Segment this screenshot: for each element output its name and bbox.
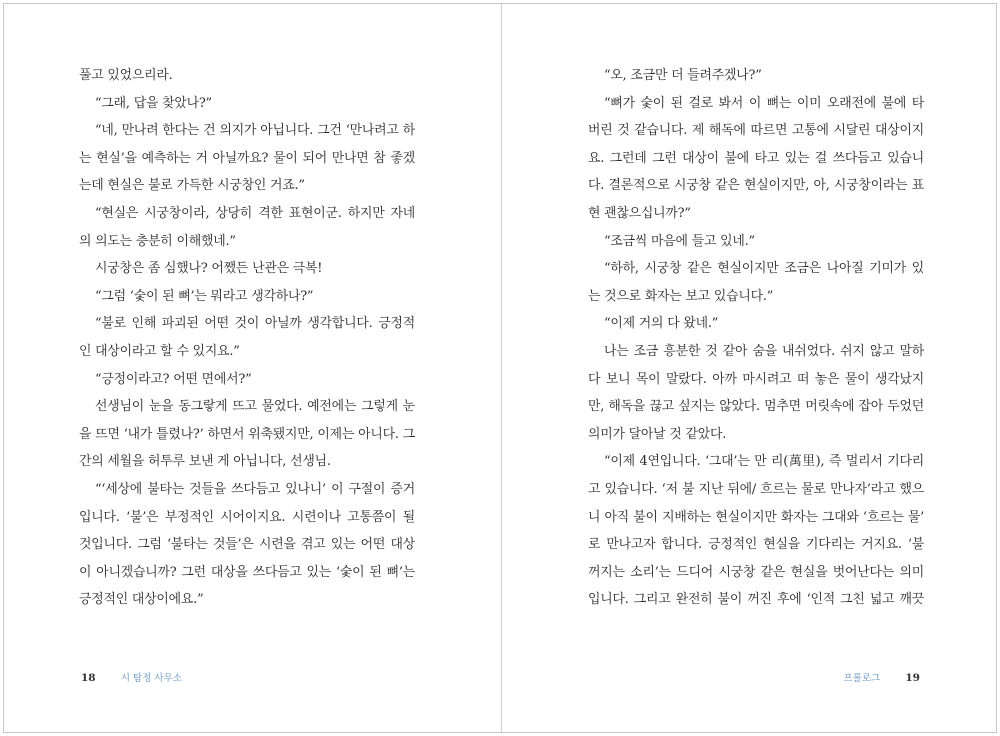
text-line: “불로 인해 파괴된 어떤 것이 아닐까 생각합니다. 긍정적 — [95, 316, 415, 332]
text-line: 는 현실’을 예측하는 거 아닐까요? 물이 되어 만나면 참 좋겠 — [79, 150, 415, 166]
text-line: “그럼 ‘숯이 된 뼈’는 뭐라고 생각하나?” — [95, 288, 314, 304]
text-line: 고 있습니다. ‘저 불 지난 뒤에/ 흐르는 물로 만나자’라고 했으 — [588, 481, 924, 497]
text-line: 의 의도는 충분히 이해했네.” — [79, 233, 236, 249]
text-line: 입니다. 그리고 완전히 불이 꺼진 후에 ‘인적 그친 넓고 깨끗 — [588, 592, 924, 608]
text-line: 나는 조금 흥분한 것 같아 숨을 내쉬었다. 쉬지 않고 말하 — [604, 343, 924, 359]
page-number: 19 — [905, 672, 920, 684]
text-line: “‘세상에 불타는 것들을 쓰다듬고 있나니’ 이 구절이 증거 — [95, 481, 415, 497]
text-line: 선생님이 눈을 동그랗게 뜨고 물었다. 예전에는 그렇게 눈 — [95, 399, 415, 415]
text-line: 풀고 있었으리라. — [79, 68, 173, 83]
text-line: 시궁창은 좀 심했나? 어쨌든 난관은 극복! — [95, 261, 323, 277]
text-line: 로 만나고자 합니다. 긍정적인 현실을 기다리는 거지요. ‘불 — [588, 537, 924, 553]
text-line: 다. 결론적으로 시궁창 같은 현실이지만, 아, 시궁창이라는 표 — [588, 178, 924, 194]
left-page-body — [79, 62, 415, 614]
text-line: 다 보니 목이 말랐다. 아까 마시려고 떠 놓은 물이 생각났지 — [588, 371, 924, 387]
text-line: 는데 현실은 불로 가득한 시궁창인 거죠.” — [79, 178, 305, 194]
text-line: “이제 거의 다 왔네.” — [604, 316, 719, 332]
text-line: 의미가 달아날 것 같았다. — [588, 426, 727, 442]
text-line: 것입니다. 그럼 ‘불타는 것들’은 시련을 겪고 있는 어떤 대상 — [79, 537, 415, 553]
text-line: 현 괜찮으십니까?” — [588, 205, 691, 221]
text-line: 꺼지는 소리’는 드디어 시궁창 같은 현실을 벗어난다는 의미 — [588, 564, 924, 580]
text-line: “오, 조금만 더 들려주겠나?” — [604, 68, 762, 83]
text-line: “뼈가 숯이 된 걸로 봐서 이 뼈는 이미 오래전에 불에 타 — [604, 95, 924, 111]
text-line: 을 뜨면 ‘내가 틀렸나?’ 하면서 위축됐지만, 이제는 아니다. 그 — [79, 426, 415, 442]
left-page-footer — [81, 668, 182, 688]
page-gutter — [501, 4, 502, 732]
text-line: 니 아직 불이 지배하는 현실이지만 화자는 그대와 ‘흐르는 물’ — [588, 509, 924, 525]
text-line: 긍정적인 대상이에요.” — [79, 592, 204, 608]
text-line: “이제 4연입니다. ‘그대’는 만 리(萬里), 즉 멀리서 기다리 — [604, 454, 924, 470]
page-number: 18 — [81, 672, 96, 684]
text-line: 간의 세월을 허투루 보낸 게 아닙니다, 선생님. — [79, 454, 331, 470]
text-line: “하하, 시궁창 같은 현실이지만 조금은 나아질 기미가 있 — [604, 261, 924, 277]
text-line: 인 대상이라고 할 수 있지요.” — [79, 343, 240, 359]
text-line: 입니다. ‘불’은 부정적인 시어이지요. 시련이나 고통쯤이 될 — [79, 509, 415, 525]
running-title: 프롤로그 — [843, 673, 881, 684]
text-line: 이 아니겠습니까? 그런 대상을 쓰다듬고 있는 ‘숯이 된 뼈’는 — [79, 564, 415, 580]
text-line: “현실은 시궁창이라, 상당히 격한 표현이군. 하지만 자네 — [95, 205, 415, 221]
text-line: “조금씩 마음에 들고 있네.” — [604, 233, 755, 249]
text-line: “네, 만나려 한다는 건 의지가 아닙니다. 그건 ‘만나려고 하 — [95, 123, 415, 139]
text-line: 만, 해독을 끊고 싶지는 않았다. 멈추면 머릿속에 잡아 두었던 — [588, 399, 924, 415]
text-line: 는 것으로 화자는 보고 있습니다.” — [588, 288, 774, 304]
text-line: 버린 것 같습니다. 제 해독에 따르면 고통에 시달린 대상이지 — [588, 123, 924, 139]
text-line: “그래, 답을 찾았나?” — [95, 95, 212, 111]
right-page-body — [588, 62, 924, 614]
text-line: “긍정이라고? 어떤 면에서?” — [95, 371, 252, 387]
text-line: 요. 그런데 그런 대상이 불에 타고 있는 걸 쓰다듬고 있습니 — [588, 150, 924, 166]
running-title: 시 탐정 사무소 — [120, 673, 182, 684]
right-page-footer — [843, 668, 920, 688]
